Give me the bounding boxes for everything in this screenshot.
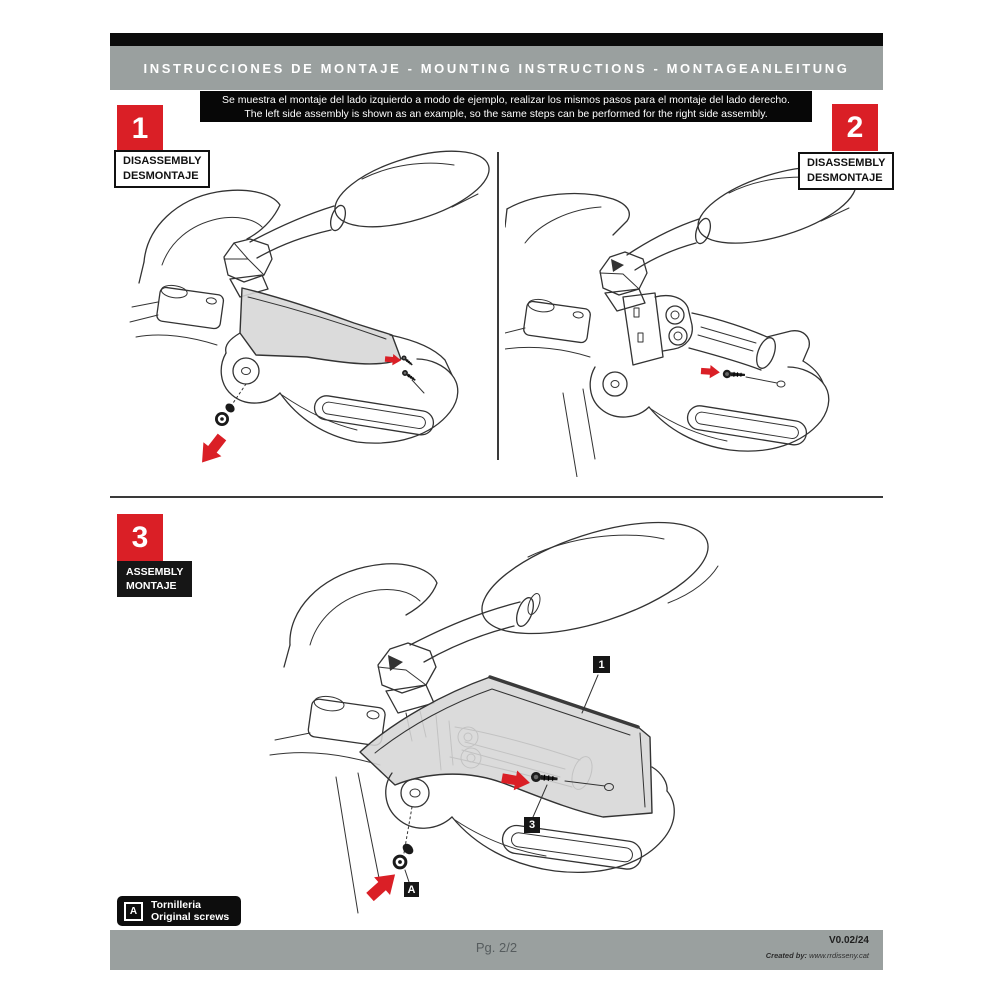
diagram-step3-assembly [240, 515, 780, 920]
step-2-label [798, 152, 894, 190]
page-number: Pg. 2/2 [475, 940, 518, 955]
diagram-step1-disassembly [122, 147, 492, 477]
credit-label: Created by: [765, 951, 808, 960]
footer-bar [110, 930, 883, 970]
callout-screw: 3 [524, 817, 540, 833]
step-1-label [114, 150, 210, 188]
step-1-number: 1 [117, 105, 163, 152]
panel-divider-vertical [497, 152, 499, 460]
top-black-strip [110, 33, 883, 46]
callout-handguard: 1 [593, 656, 610, 673]
legend-key-icon: A [124, 902, 143, 921]
step-3-label-es: MONTAJE [126, 580, 177, 592]
legend-line-en: Original screws [151, 911, 230, 923]
step-1-label-es: DESMONTAJE [123, 170, 199, 182]
page-title: INSTRUCCIONES DE MONTAJE - MOUNTING INSTRUCTIONS - MONTAGEANLEITUNG [143, 60, 850, 76]
section-divider-horizontal [110, 496, 883, 498]
header-bar [110, 46, 883, 90]
credit-line [766, 951, 869, 960]
legend-line-es: Tornilleria [151, 899, 201, 911]
step-2-label-en: DISASSEMBLY [807, 157, 886, 169]
diagram-step2-disassembly [505, 147, 885, 477]
step-3-label [117, 561, 192, 597]
legend-original-screws [117, 896, 241, 926]
step-1-label-en: DISASSEMBLY [123, 155, 202, 167]
note-line-es: Se muestra el montaje del lado izquierdo a modo de ejemplo, realizar los mismos pasos para el montaje del lado derecho. [222, 93, 790, 106]
step-2-label-es: DESMONTAJE [807, 172, 883, 184]
credit-url: www.rrdisseny.cat [809, 951, 869, 960]
step-3-number: 3 [117, 514, 163, 561]
callout-original-screw: A [404, 882, 419, 897]
step-2-number: 2 [832, 104, 878, 151]
version-label: V0.02/24 [828, 935, 869, 946]
note-box [200, 91, 812, 122]
note-line-en: The left side assembly is shown as an example, so the same steps can be performed for the right side assembly. [244, 107, 768, 120]
step-3-label-en: ASSEMBLY [126, 566, 184, 578]
